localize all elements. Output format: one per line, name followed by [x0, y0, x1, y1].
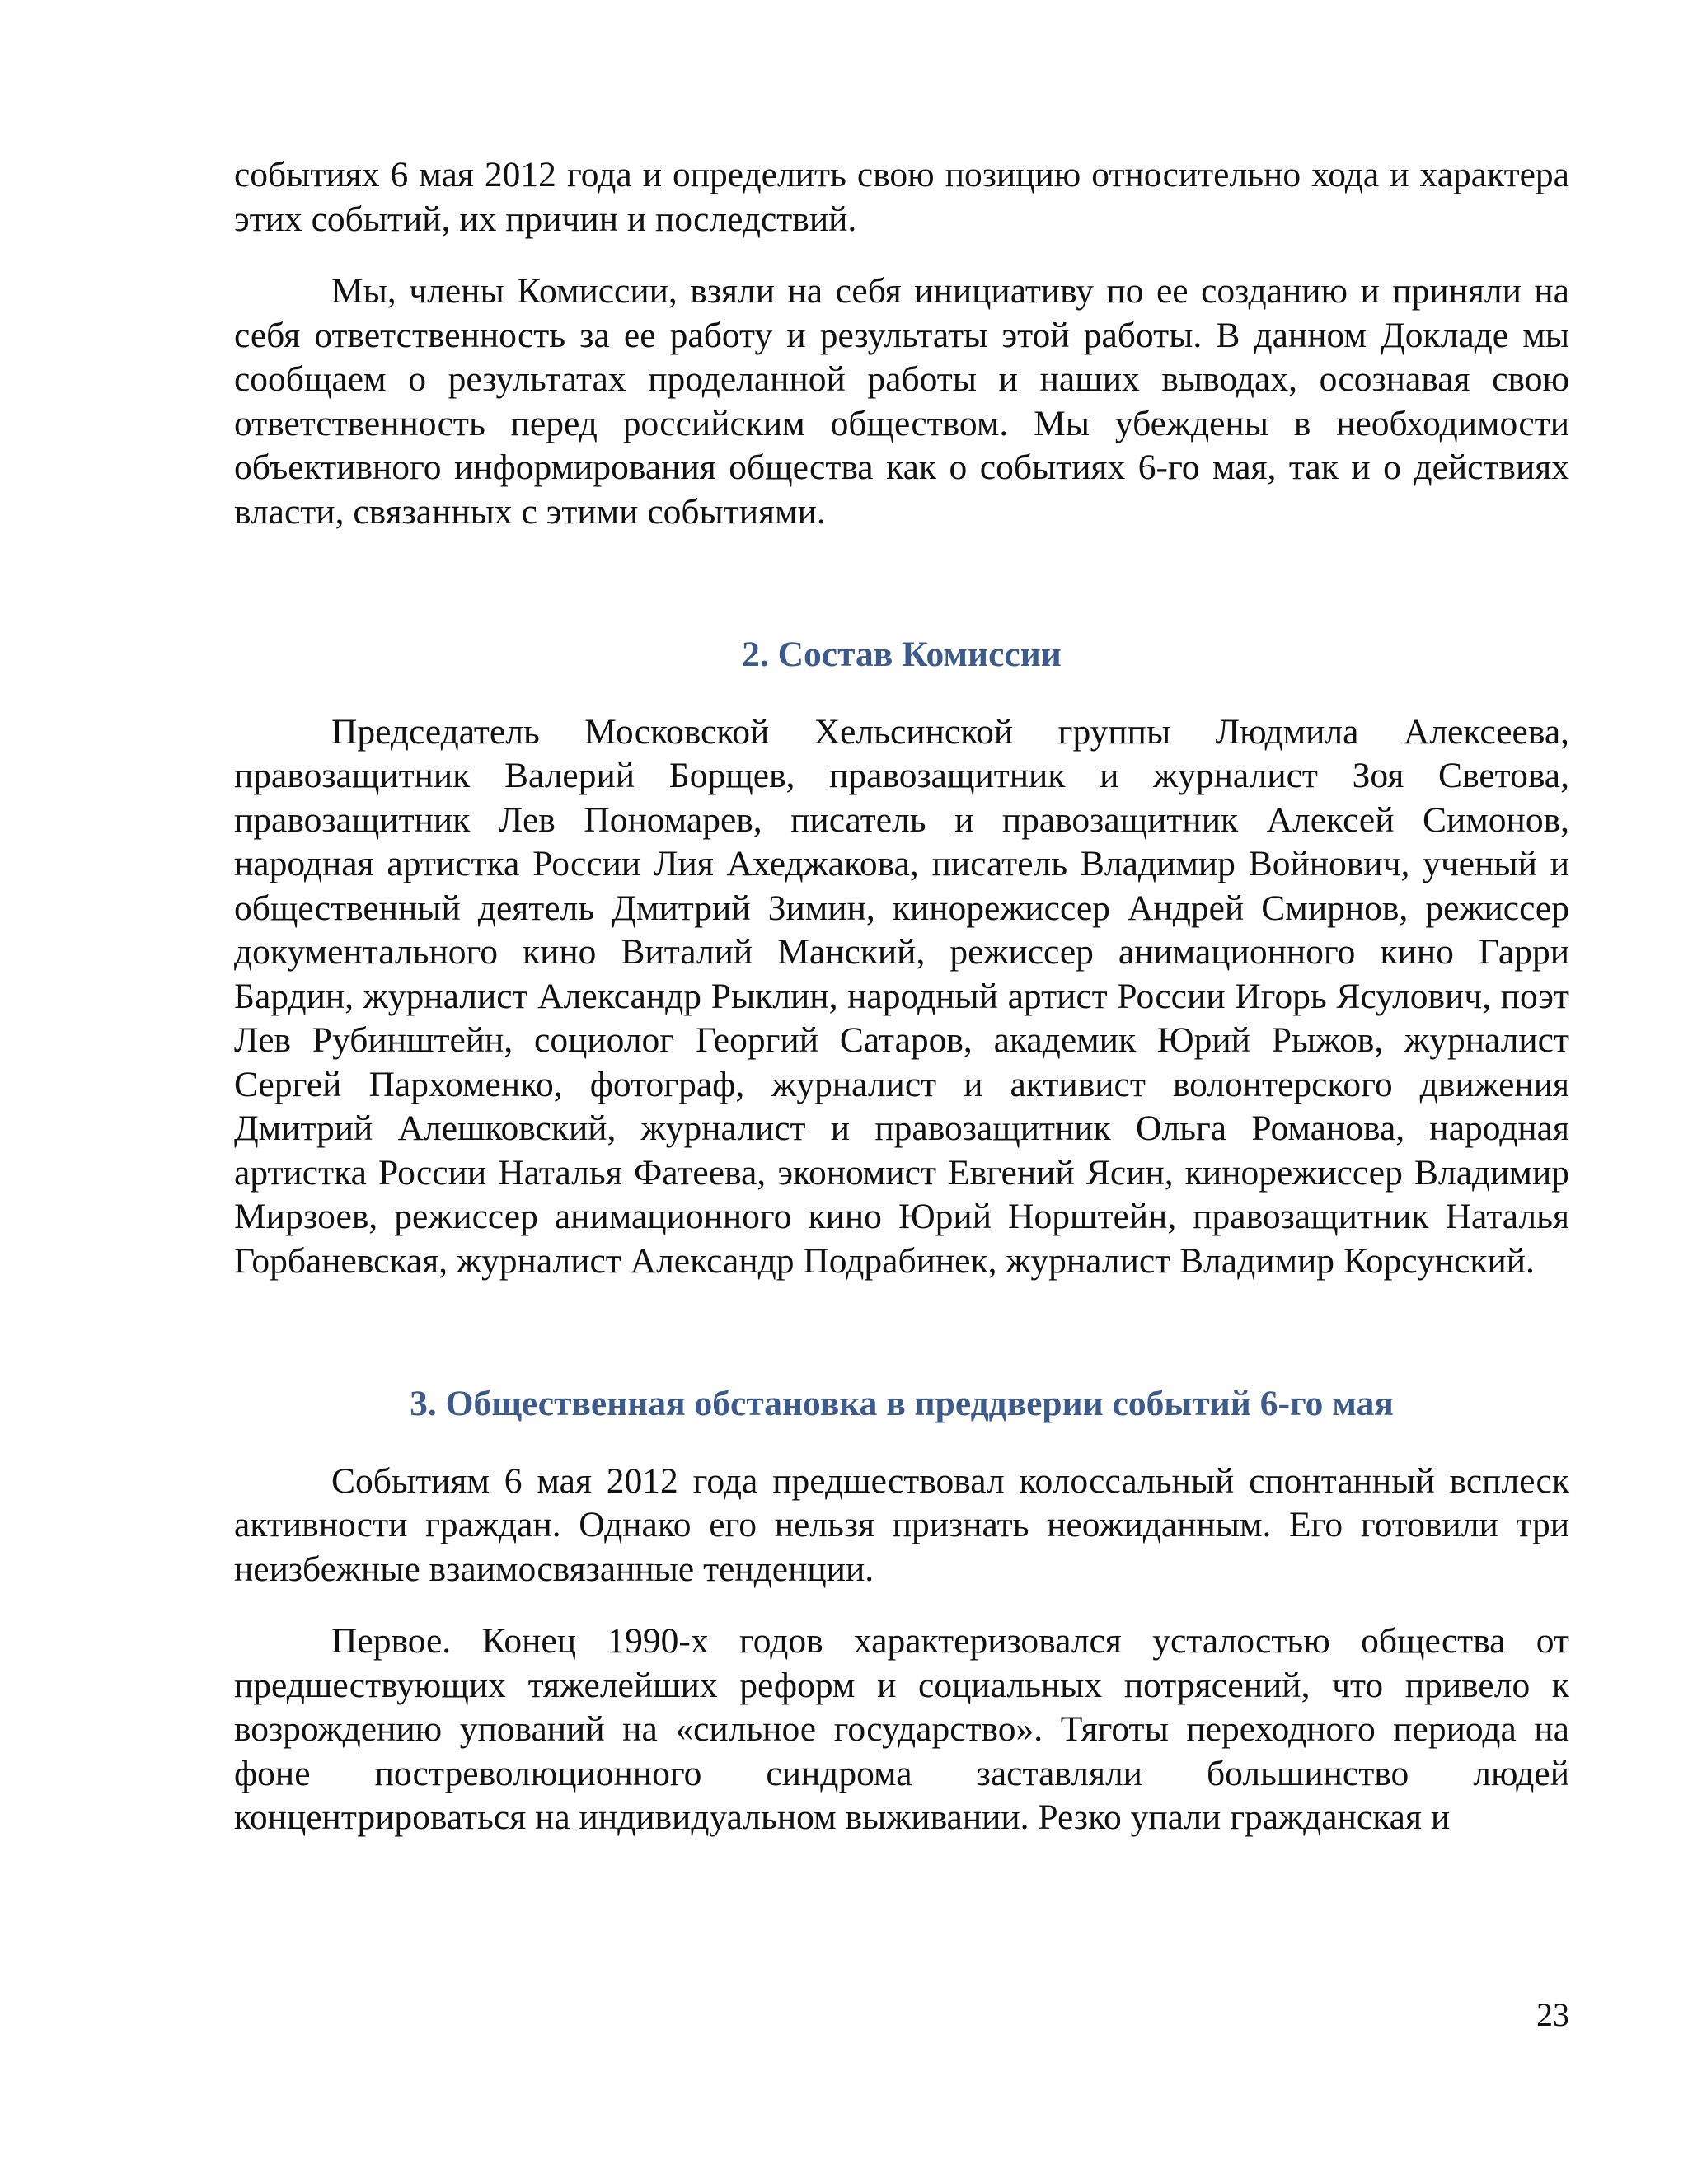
page-number: 23: [1536, 1996, 1569, 2033]
section-2-paragraph-members: Председатель Московской Хельсинской группы Людмила Алексеева, правозащитник Валерий Борщев, правозащитник и журналист Зоя Светова, правозащитник Лев Пономарев, писатель и правозащитник Алексей Симонов, народная артистка России Лия Ахеджакова, писатель Владимир Войнович, ученый и общественный деятель Дмитрий Зимин, кинорежиссер Андрей Смирнов, режиссер документального кино Виталий Манский, режиссер анимационного кино Гарри Бардин, журналист Александр Рыклин, народный артист России Игорь Ясулович, поэт Лев Рубинштейн, социолог Георгий Сатаров, академик Юрий Рыжов, журналист Сергей Пархоменко, фотограф, журналист и активист волонтерского движения Дмитрий Алешковский, журналист и правозащитник Ольга Романова, народная артистка России Наталья Фатеева, экономист Евгений Ясин, кинорежиссер Владимир Мирзоев, режиссер анимационного кино Юрий Норштейн, правозащитник Наталья Горбаневская, журналист Александр Подрабинек, журналист Владимир Корсунский.: [234, 711, 1569, 1281]
paragraph-gap: [234, 241, 1569, 269]
section-2-heading: 2. Состав Комиссии: [742, 635, 1062, 674]
section-3-paragraph-2: Первое. Конец 1990-х годов характеризовался усталостью общества от предшествующих тяжелейших реформ и социальных потрясений, что привело к возрождению упований на «сильное государство». Тяготы переходного периода на фоне постреволюционного синдрома заставляли большинство людей концентрироваться на индивидуальном выживании. Резко упали гражданская и: [234, 1621, 1569, 1837]
heading-gap: [234, 1427, 1569, 1460]
section-3-heading: 3. Общественная обстановка в преддверии событий 6-го мая: [410, 1384, 1394, 1423]
section-gap: [234, 534, 1569, 633]
heading-gap: [234, 677, 1569, 710]
page-content: [234, 153, 1569, 1840]
intro-paragraph-commission: Мы, члены Комиссии, взяли на себя инициативу по ее созданию и приняли на себя ответственность за ее работу и результаты этой работы. В данном Докладе мы сообщаем о результатах проделанной работы и наших выводах, осознавая свою ответственность перед российским обществом. Мы убеждены в необходимости объективного информирования общества как о событиях 6-го мая, так и о действиях власти, связанных с этими событиями.: [234, 271, 1569, 532]
intro-paragraph-continuation: событиях 6 мая 2012 года и определить свою позицию относительно хода и характера этих событий, их причин и последствий.: [234, 155, 1569, 239]
section-3-paragraph-1: Событиям 6 мая 2012 года предшествовал колоссальный спонтанный всплеск активности граждан. Однако его нельзя признать неожиданным. Его готовили три неизбежные взаимосвязанные тенденции.: [234, 1460, 1569, 1589]
section-gap: [234, 1283, 1569, 1382]
paragraph-gap: [234, 1591, 1569, 1619]
